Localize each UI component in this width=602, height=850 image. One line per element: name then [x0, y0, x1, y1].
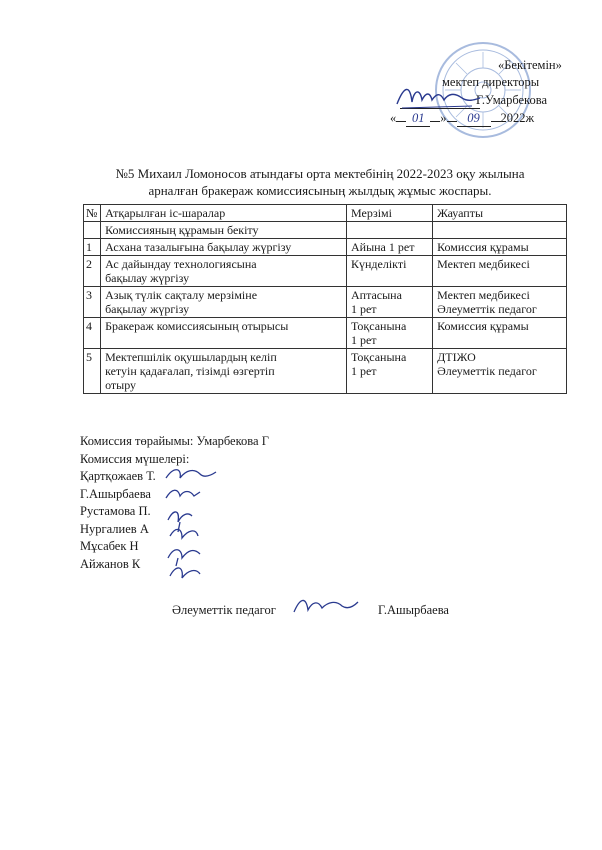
table-header-row [84, 205, 567, 222]
commission-member: Мұсабек Н [80, 539, 139, 553]
header-term: Мерзімі [346, 205, 432, 222]
work-plan-table [83, 204, 567, 394]
commission-member: Нургалиев А [80, 521, 149, 536]
table-row: Комиссияның құрамын бекіту [84, 222, 567, 239]
approval-date: « 01 » 09 2022ж [390, 111, 535, 125]
header-activity: Атқарылған іс-шаралар [101, 205, 347, 222]
commission-member: Рустамова П. [80, 504, 151, 518]
commission-member: Г.Ашырбаева [80, 486, 151, 501]
title-line-2: арналған бракераж комиссиясының жылдық жұмыс жоспары. [148, 183, 492, 198]
date-month: 09 [457, 111, 491, 127]
commission-chair: Комиссия төрайымы: Умарбекова Г [80, 434, 269, 448]
table-row: 5 Мектепшілік оқушылардың келіп кетуін қадағалап, тізімді өзгертіп отыру Тоқсанына 1 рет ДТІЖО Әлеуметтік педагог [84, 349, 567, 394]
table-row: 2 Ас дайындау технологиясына бақылау жүргізу Күнделікті Мектеп медбикесі [84, 256, 567, 287]
table-row: 3 Азық түлік сақталу мерзіміне бақылау жүргізу Аптасына 1 рет Мектеп медбикесі Әлеуметтік педагог [84, 287, 567, 318]
director-signature [392, 80, 482, 114]
approval-position: мектеп директоры [442, 75, 540, 89]
document-title [60, 165, 580, 199]
social-pedagogue-signature [290, 590, 360, 620]
commission-member: Айжанов К [80, 556, 141, 571]
header-number: № [84, 205, 101, 222]
commission-members-label: Комиссия мүшелері: [80, 451, 190, 466]
social-pedagogue-name: Г.Ашырбаева [378, 603, 449, 617]
date-year: 2022ж [500, 111, 535, 125]
date-day: 01 [406, 111, 430, 127]
table-row: 4 Бракераж комиссиясының отырысы Тоқсанына 1 рет Комиссия құрамы [84, 318, 567, 349]
social-pedagogue-label: Әлеуметтік педагог [172, 603, 276, 617]
approval-heading: «Бекітемін» [498, 58, 562, 72]
member-signatures [160, 462, 220, 582]
commission-member: Қартқожаев Т. [80, 469, 156, 483]
title-line-1: №5 Михаил Ломоносов атындағы орта мектебінің 2022-2023 оқу жылына [115, 166, 525, 181]
table-row: 1 Асхана тазалығына бақылау жүргізу Айына 1 рет Комиссия құрамы [84, 239, 567, 256]
header-responsible: Жауапты [433, 205, 567, 222]
director-name: Г.Умарбекова [476, 93, 548, 107]
